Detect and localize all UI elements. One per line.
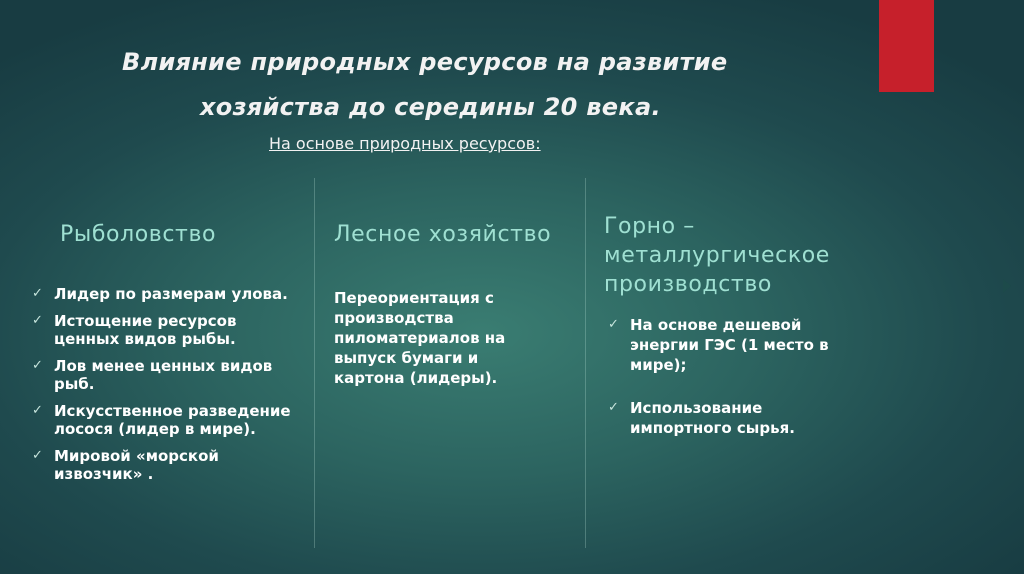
forestry-text: Переориентация с производства пиломатериалов на выпуск бумаги и картона (лидеры). — [334, 289, 506, 387]
mining-list — [604, 315, 854, 461]
list-item-text: Истощение ресурсов ценных видов рыбы. — [54, 312, 237, 348]
column-divider-2 — [585, 178, 586, 548]
accent-bar — [879, 0, 934, 92]
column-heading-mining: Горно – металлургическое производство — [604, 214, 830, 297]
check-icon: ✓ — [32, 448, 43, 463]
list-item-text: Лов менее ценных видов рыб. — [54, 357, 273, 393]
list-item — [28, 285, 298, 303]
slide-title-line-2: хозяйства до середины 20 века. — [200, 93, 661, 121]
column-heading-forestry: Лесное хозяйство — [334, 222, 552, 247]
list-item-text: Искусственное разведение лосося (лидер в мире). — [54, 402, 291, 438]
list-item-text: Мировой «морской извозчик» . — [54, 447, 219, 483]
check-icon: ✓ — [32, 286, 43, 301]
slide-title-line-1: Влияние природных ресурсов на развитие — [122, 48, 728, 76]
list-item-text: Лидер по размерам улова. — [54, 285, 288, 303]
column-divider-1 — [314, 178, 315, 548]
check-icon: ✓ — [608, 317, 619, 332]
column-heading-fishing: Рыболовство — [60, 222, 217, 247]
check-icon: ✓ — [32, 313, 43, 328]
list-item — [28, 357, 298, 393]
list-item-text: Использование импортного сырья. — [630, 399, 795, 437]
slide-subtitle: На основе природных ресурсов: — [269, 134, 541, 153]
fishing-list — [28, 285, 298, 492]
list-item — [604, 315, 854, 375]
list-item — [28, 447, 298, 483]
check-icon: ✓ — [608, 400, 619, 415]
list-item-text: На основе дешевой энергии ГЭС (1 место в мире); — [630, 316, 829, 374]
check-icon: ✓ — [32, 403, 43, 418]
list-item — [28, 402, 298, 438]
arrow-right-icon — [1003, 279, 1011, 293]
check-icon: ✓ — [32, 358, 43, 373]
list-item — [28, 312, 298, 348]
list-item — [604, 398, 854, 438]
